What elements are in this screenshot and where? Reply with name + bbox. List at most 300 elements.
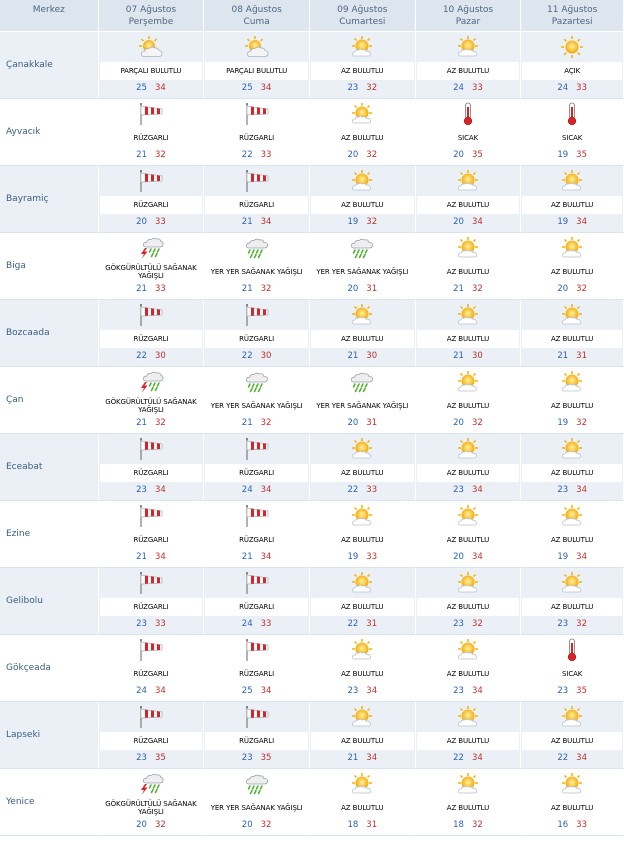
temperature-range xyxy=(416,147,521,164)
forecast-cell xyxy=(204,99,310,166)
city-name[interactable]: Bozcaada xyxy=(0,300,99,367)
min-temperature: 20 xyxy=(347,284,359,294)
min-temperature: 24 xyxy=(241,619,253,629)
mostly-sunny-icon xyxy=(310,434,415,464)
weather-description: RÜZGARLI xyxy=(100,196,203,214)
mostly-sunny-icon xyxy=(310,769,415,799)
mostly-sunny-icon xyxy=(416,367,521,397)
temperature-range xyxy=(416,80,521,97)
showers-icon xyxy=(204,233,309,263)
weather-description: RÜZGARLI xyxy=(100,129,203,147)
city-row xyxy=(0,501,624,568)
windsock-icon xyxy=(99,501,204,531)
max-temperature: 30 xyxy=(366,351,378,361)
temperature-range xyxy=(521,549,623,566)
windsock-icon xyxy=(99,635,204,665)
weather-description: YER YER SAĞANAK YAĞIŞLI xyxy=(205,397,308,415)
weather-description: AZ BULUTLU xyxy=(522,732,622,750)
min-temperature: 21 xyxy=(453,284,464,294)
city-name[interactable]: Ezine xyxy=(0,501,99,568)
weather-description: RÜZGARLI xyxy=(205,531,308,549)
city-name[interactable]: Yenice xyxy=(0,769,99,836)
max-temperature: 31 xyxy=(366,418,378,428)
weather-description: AZ BULUTLU xyxy=(311,531,414,549)
forecast-cell xyxy=(99,434,205,501)
min-temperature: 19 xyxy=(347,552,359,562)
forecast-cell xyxy=(521,501,624,568)
showers-icon xyxy=(310,367,415,397)
min-temperature: 23 xyxy=(453,619,464,629)
forecast-cell xyxy=(310,166,416,233)
max-temperature: 33 xyxy=(576,83,587,93)
mostly-sunny-icon xyxy=(310,568,415,598)
max-temperature: 32 xyxy=(576,284,587,294)
weather-description: AZ BULUTLU xyxy=(311,799,414,817)
temperature-range xyxy=(310,415,415,432)
mostly-sunny-icon xyxy=(521,702,623,732)
max-temperature: 32 xyxy=(154,820,166,830)
max-temperature: 33 xyxy=(576,820,587,830)
forecast-cell xyxy=(416,568,522,635)
windsock-icon xyxy=(99,568,204,598)
temperature-range xyxy=(521,817,623,834)
windsock-icon xyxy=(204,434,309,464)
min-temperature: 20 xyxy=(347,150,359,160)
weather-description: AZ BULUTLU xyxy=(522,598,622,616)
min-temperature: 24 xyxy=(557,83,569,93)
forecast-cell xyxy=(416,233,522,300)
temperature-range xyxy=(521,683,623,700)
max-temperature: 32 xyxy=(260,418,272,428)
temperature-range xyxy=(99,348,204,365)
weather-description: RÜZGARLI xyxy=(205,665,308,683)
windsock-icon xyxy=(204,300,309,330)
min-temperature: 21 xyxy=(241,217,253,227)
min-temperature: 22 xyxy=(557,753,569,763)
day-weekday: Pazartesi xyxy=(551,16,593,27)
temperature-range xyxy=(310,482,415,499)
max-temperature: 33 xyxy=(154,284,166,294)
forecast-cell xyxy=(99,233,205,300)
min-temperature: 23 xyxy=(557,619,569,629)
forecast-cell xyxy=(204,635,310,702)
temperature-range xyxy=(99,817,204,834)
max-temperature: 35 xyxy=(576,686,587,696)
max-temperature: 32 xyxy=(260,820,272,830)
weather-description: RÜZGARLI xyxy=(205,598,308,616)
temperature-range xyxy=(416,214,521,231)
temperature-range xyxy=(310,80,415,97)
max-temperature: 34 xyxy=(576,552,587,562)
temperature-range xyxy=(521,348,623,365)
max-temperature: 33 xyxy=(366,485,378,495)
temperature-range xyxy=(521,281,623,298)
temperature-range xyxy=(521,80,623,97)
partly-cloudy-icon xyxy=(204,32,309,62)
forecast-cell xyxy=(310,99,416,166)
weather-description: AZ BULUTLU xyxy=(311,196,414,214)
min-temperature: 23 xyxy=(136,619,147,629)
forecast-cell xyxy=(204,166,310,233)
forecast-cell xyxy=(521,568,624,635)
weather-description: AZ BULUTLU xyxy=(417,196,520,214)
min-temperature: 20 xyxy=(136,217,147,227)
day-weekday: Pazar xyxy=(455,16,481,27)
city-name[interactable]: Eceabat xyxy=(0,434,99,501)
temperature-range xyxy=(99,549,204,566)
weather-description: AZ BULUTLU xyxy=(522,330,622,348)
temperature-range xyxy=(416,549,521,566)
forecast-cell xyxy=(521,233,624,300)
windsock-icon xyxy=(204,99,309,129)
day-date: 11 Ağustos xyxy=(547,4,598,15)
forecast-cell xyxy=(99,367,205,434)
min-temperature: 23 xyxy=(557,485,569,495)
sun-icon xyxy=(521,32,623,62)
day-weekday: Perşembe xyxy=(128,16,174,27)
min-temperature: 22 xyxy=(347,485,359,495)
weather-description: AÇIK xyxy=(522,62,622,80)
city-row xyxy=(0,635,624,702)
partly-cloudy-icon xyxy=(99,32,204,62)
max-temperature: 30 xyxy=(154,351,166,361)
max-temperature: 34 xyxy=(260,83,272,93)
temperature-range xyxy=(310,147,415,164)
temperature-range xyxy=(416,817,521,834)
windsock-icon xyxy=(204,501,309,531)
forecast-cell xyxy=(310,702,416,769)
weather-description: AZ BULUTLU xyxy=(311,464,414,482)
max-temperature: 32 xyxy=(366,217,378,227)
min-temperature: 18 xyxy=(453,820,464,830)
min-temperature: 23 xyxy=(241,753,253,763)
max-temperature: 31 xyxy=(366,619,378,629)
weather-description: RÜZGARLI xyxy=(100,531,203,549)
weather-description: AZ BULUTLU xyxy=(417,397,520,415)
weather-description: AZ BULUTLU xyxy=(417,330,520,348)
forecast-cell xyxy=(521,702,624,769)
min-temperature: 20 xyxy=(453,217,464,227)
weather-description: AZ BULUTLU xyxy=(522,531,622,549)
max-temperature: 32 xyxy=(154,150,166,160)
max-temperature: 32 xyxy=(576,619,587,629)
city-name[interactable]: Gelibolu xyxy=(0,568,99,635)
max-temperature: 34 xyxy=(154,485,166,495)
max-temperature: 33 xyxy=(260,619,272,629)
weather-description: YER YER SAĞANAK YAĞIŞLI xyxy=(205,799,308,817)
forecast-cell xyxy=(99,32,205,99)
min-temperature: 16 xyxy=(557,820,569,830)
forecast-cell xyxy=(204,702,310,769)
city-row xyxy=(0,702,624,769)
min-temperature: 18 xyxy=(347,820,359,830)
showers-icon xyxy=(310,233,415,263)
forecast-cell xyxy=(310,367,416,434)
weather-description: AZ BULUTLU xyxy=(522,464,622,482)
city-row xyxy=(0,367,624,434)
max-temperature: 32 xyxy=(366,150,378,160)
temperature-range xyxy=(521,147,623,164)
max-temperature: 34 xyxy=(366,753,378,763)
mostly-sunny-icon xyxy=(416,233,521,263)
forecast-cell xyxy=(416,769,522,836)
forecast-cell xyxy=(416,166,522,233)
forecast-cell xyxy=(416,635,522,702)
weather-description: AZ BULUTLU xyxy=(311,732,414,750)
day-weekday: Cuma xyxy=(243,16,270,27)
temperature-range xyxy=(521,415,623,432)
max-temperature: 35 xyxy=(260,753,272,763)
city-row xyxy=(0,434,624,501)
weather-description: AZ BULUTLU xyxy=(311,62,414,80)
max-temperature: 35 xyxy=(471,150,483,160)
weather-description: RÜZGARLI xyxy=(100,732,203,750)
weather-description: AZ BULUTLU xyxy=(522,263,622,281)
temperature-range xyxy=(204,214,309,231)
max-temperature: 34 xyxy=(260,485,272,495)
min-temperature: 19 xyxy=(557,217,569,227)
max-temperature: 33 xyxy=(154,619,166,629)
weather-description: GÖKGÜRÜLTÜLÜ SAĞANAK YAĞIŞLI xyxy=(100,397,203,415)
max-temperature: 30 xyxy=(260,351,272,361)
weather-description: AZ BULUTLU xyxy=(417,464,520,482)
max-temperature: 32 xyxy=(154,418,166,428)
weather-description: AZ BULUTLU xyxy=(417,732,520,750)
city-name[interactable]: Çanakkale xyxy=(0,32,99,99)
forecast-cell xyxy=(310,568,416,635)
forecast-cell xyxy=(521,99,624,166)
temperature-range xyxy=(416,281,521,298)
day-header xyxy=(521,0,624,32)
min-temperature: 23 xyxy=(347,83,359,93)
min-temperature: 21 xyxy=(453,351,464,361)
temperature-range xyxy=(204,616,309,633)
day-date: 09 Ağustos xyxy=(337,4,388,15)
max-temperature: 34 xyxy=(471,686,483,696)
mostly-sunny-icon xyxy=(310,32,415,62)
mostly-sunny-icon xyxy=(416,702,521,732)
city-column-header: Merkez xyxy=(0,0,99,32)
temperature-range xyxy=(310,214,415,231)
forecast-cell xyxy=(310,233,416,300)
temperature-range xyxy=(310,683,415,700)
day-weekday: Cumartesi xyxy=(339,16,386,27)
forecast-cell xyxy=(416,32,522,99)
windsock-icon xyxy=(204,635,309,665)
max-temperature: 32 xyxy=(471,820,483,830)
forecast-cell xyxy=(204,501,310,568)
max-temperature: 34 xyxy=(471,217,483,227)
temperature-range xyxy=(416,415,521,432)
weather-description: RÜZGARLI xyxy=(100,464,203,482)
city-name[interactable]: Ayvacık xyxy=(0,99,99,166)
mostly-sunny-icon xyxy=(310,501,415,531)
max-temperature: 32 xyxy=(471,284,483,294)
min-temperature: 25 xyxy=(241,686,253,696)
city-row xyxy=(0,568,624,635)
min-temperature: 22 xyxy=(347,619,359,629)
temperature-range xyxy=(204,415,309,432)
temperature-range xyxy=(204,549,309,566)
min-temperature: 23 xyxy=(136,753,147,763)
temperature-range xyxy=(416,750,521,767)
min-temperature: 25 xyxy=(241,83,253,93)
forecast-cell xyxy=(416,434,522,501)
forecast-cell xyxy=(204,434,310,501)
min-temperature: 20 xyxy=(347,418,359,428)
min-temperature: 23 xyxy=(347,686,359,696)
mostly-sunny-icon xyxy=(310,166,415,196)
showers-icon xyxy=(204,367,309,397)
mostly-sunny-icon xyxy=(521,233,623,263)
windsock-icon xyxy=(204,568,309,598)
day-header xyxy=(99,0,205,32)
city-row xyxy=(0,300,624,367)
min-temperature: 21 xyxy=(136,552,147,562)
max-temperature: 31 xyxy=(576,351,587,361)
mostly-sunny-icon xyxy=(310,300,415,330)
city-row xyxy=(0,32,624,99)
temperature-range xyxy=(99,281,204,298)
mostly-sunny-icon xyxy=(416,300,521,330)
weather-description: RÜZGARLI xyxy=(205,196,308,214)
weather-description: AZ BULUTLU xyxy=(522,799,622,817)
max-temperature: 34 xyxy=(471,552,483,562)
weather-description: AZ BULUTLU xyxy=(311,330,414,348)
mostly-sunny-icon xyxy=(416,501,521,531)
max-temperature: 34 xyxy=(366,686,378,696)
forecast-cell xyxy=(99,501,205,568)
mostly-sunny-icon xyxy=(521,166,623,196)
weather-description: SICAK xyxy=(522,665,622,683)
weather-description: YER YER SAĞANAK YAĞIŞLI xyxy=(311,263,414,281)
max-temperature: 34 xyxy=(576,753,587,763)
temperature-range xyxy=(204,683,309,700)
max-temperature: 32 xyxy=(471,619,483,629)
mostly-sunny-icon xyxy=(416,769,521,799)
city-name[interactable]: Lapseki xyxy=(0,702,99,769)
max-temperature: 32 xyxy=(471,418,483,428)
windsock-icon xyxy=(99,702,204,732)
windsock-icon xyxy=(204,166,309,196)
forecast-cell xyxy=(204,32,310,99)
forecast-cell xyxy=(416,367,522,434)
forecast-cell xyxy=(99,166,205,233)
temperature-range xyxy=(99,147,204,164)
temperature-range xyxy=(99,616,204,633)
temperature-range xyxy=(310,616,415,633)
temperature-range xyxy=(99,683,204,700)
min-temperature: 23 xyxy=(453,686,464,696)
mostly-sunny-icon xyxy=(310,635,415,665)
temperature-range xyxy=(416,616,521,633)
min-temperature: 20 xyxy=(453,150,464,160)
min-temperature: 21 xyxy=(347,351,359,361)
max-temperature: 34 xyxy=(154,686,166,696)
weather-description: YER YER SAĞANAK YAĞIŞLI xyxy=(311,397,414,415)
forecast-cell xyxy=(521,635,624,702)
forecast-cell xyxy=(521,769,624,836)
min-temperature: 22 xyxy=(241,351,253,361)
min-temperature: 20 xyxy=(453,418,464,428)
mostly-sunny-icon xyxy=(310,99,415,129)
weather-description: AZ BULUTLU xyxy=(417,665,520,683)
max-temperature: 31 xyxy=(366,284,378,294)
city-name[interactable]: Biga xyxy=(0,233,99,300)
city-name[interactable]: Çan xyxy=(0,367,99,434)
weather-description: RÜZGARLI xyxy=(100,330,203,348)
day-header xyxy=(310,0,416,32)
temperature-range xyxy=(99,750,204,767)
city-row xyxy=(0,166,624,233)
city-row xyxy=(0,99,624,166)
city-row xyxy=(0,233,624,300)
thunderstorm-icon xyxy=(99,367,204,397)
temperature-range xyxy=(310,549,415,566)
forecast-cell xyxy=(204,568,310,635)
mostly-sunny-icon xyxy=(416,166,521,196)
weather-description: AZ BULUTLU xyxy=(522,196,622,214)
min-temperature: 23 xyxy=(557,686,569,696)
city-name[interactable]: Bayramiç xyxy=(0,166,99,233)
mostly-sunny-icon xyxy=(416,32,521,62)
temperature-range xyxy=(310,750,415,767)
min-temperature: 25 xyxy=(136,83,147,93)
thunderstorm-icon xyxy=(99,233,204,263)
min-temperature: 19 xyxy=(557,552,569,562)
temperature-range xyxy=(310,817,415,834)
min-temperature: 20 xyxy=(241,820,253,830)
max-temperature: 34 xyxy=(260,686,272,696)
temperature-range xyxy=(204,348,309,365)
min-temperature: 21 xyxy=(136,418,147,428)
min-temperature: 22 xyxy=(453,753,464,763)
weather-description: RÜZGARLI xyxy=(100,598,203,616)
temperature-range xyxy=(204,817,309,834)
thermometer-icon xyxy=(416,99,521,129)
temperature-range xyxy=(99,80,204,97)
forecast-cell xyxy=(310,300,416,367)
forecast-cell xyxy=(99,300,205,367)
max-temperature: 35 xyxy=(154,753,166,763)
weather-description: GÖKGÜRÜLTÜLÜ SAĞANAK YAĞIŞLI xyxy=(100,799,203,817)
max-temperature: 33 xyxy=(154,217,166,227)
forecast-cell xyxy=(416,702,522,769)
min-temperature: 21 xyxy=(557,351,569,361)
temperature-range xyxy=(99,482,204,499)
forecast-cell xyxy=(99,568,205,635)
min-temperature: 24 xyxy=(136,686,147,696)
thermometer-icon xyxy=(521,99,623,129)
forecast-cell xyxy=(99,635,205,702)
min-temperature: 21 xyxy=(136,284,147,294)
forecast-cell xyxy=(204,300,310,367)
temperature-range xyxy=(416,482,521,499)
weather-description: PARÇALI BULUTLU xyxy=(205,62,308,80)
max-temperature: 34 xyxy=(260,217,272,227)
forecast-cell xyxy=(310,501,416,568)
max-temperature: 34 xyxy=(576,217,587,227)
weather-description: RÜZGARLI xyxy=(205,330,308,348)
temperature-range xyxy=(521,616,623,633)
weather-description: AZ BULUTLU xyxy=(311,598,414,616)
city-name[interactable]: Gökçeada xyxy=(0,635,99,702)
min-temperature: 22 xyxy=(136,351,147,361)
min-temperature: 21 xyxy=(347,753,359,763)
min-temperature: 23 xyxy=(136,485,147,495)
forecast-cell xyxy=(521,166,624,233)
mostly-sunny-icon xyxy=(521,367,623,397)
